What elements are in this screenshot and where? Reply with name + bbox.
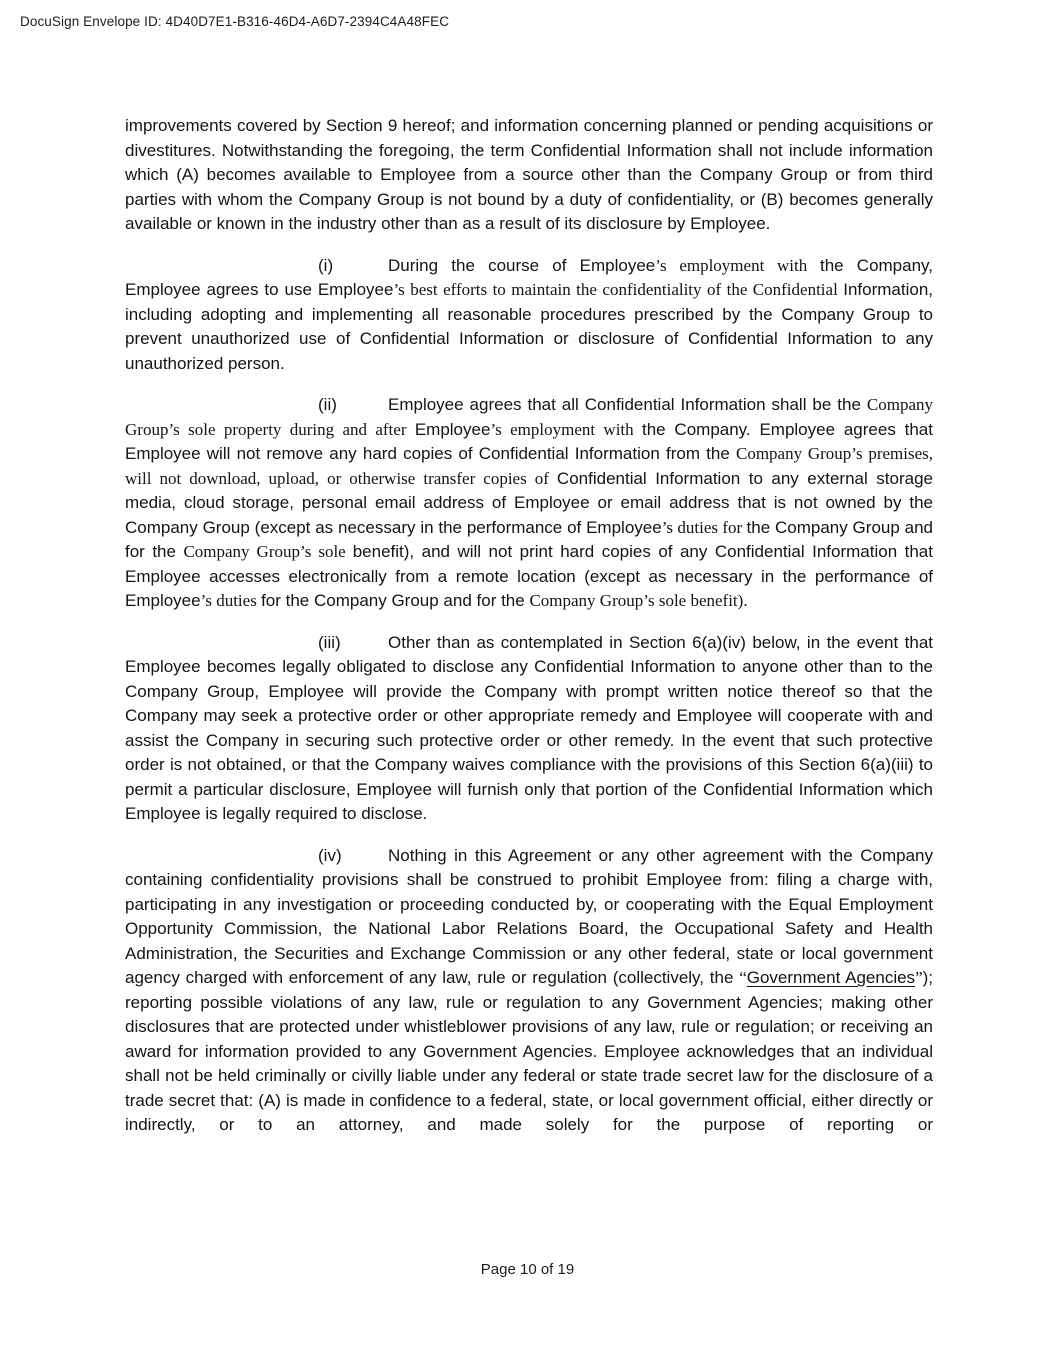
text-run: Information, including adopting and implementing all reasonable procedures prescribed by the Company Group to prevent unauthorized use of Confidential Information or disclosure of Confidential Information to any unauthorized person. — [125, 280, 934, 373]
page-number-label: Page 10 of 19 — [480, 1261, 575, 1278]
text-run: the Company, Employee agrees to use Employee — [125, 255, 934, 299]
clause-number: (i) — [318, 255, 334, 275]
text-run: Employee agrees that all Confidential Information shall be the — [388, 395, 867, 414]
text-run: ” — [915, 968, 923, 987]
text-run: ’s duties for — [661, 517, 747, 537]
paragraph — [125, 844, 933, 1138]
text-run: Company Group’s premises, will not download, upload, or otherwise transfer copies of — [125, 444, 933, 488]
paragraph — [125, 114, 933, 237]
text-run: ’s duties — [200, 591, 262, 610]
text-run: improvements covered by Section 9 hereof; and information concerning planned or pending acquisitions or divestitures. Notwithstanding the foregoing, the term Confidential Information shall not include information which (A) becomes available to Employee from a source other than the Company Group or from third parties with whom the Company Group is not bound by a duty of confidentiality, or (B) becomes generally available or known in the industry other than as a result of its disclosure by Employee. — [125, 116, 933, 233]
text-run: Company Group’s sole — [183, 542, 353, 561]
text-run: the Company Group and for the — [125, 517, 933, 561]
underlined-defined-term: Government Agencies — [746, 968, 916, 987]
text-run: ’s employment with — [490, 419, 642, 439]
paragraph — [125, 631, 933, 827]
text-run: ); reporting possible violations of any law, rule or regulation to any Government Agencies; making other disclosures that are protected under whistleblower provisions of any law, rule or regulation; or receiving an award for information provided to any Government Agencies. Employee acknowledges that an individual shall not be held criminally or civilly liable under any federal or state trade secret law for the disclosure of a trade secret that: (A) is made in confidence to a federal, state, or local government official, either directly or indirectly, or to an attorney, and made solely for the purpose of reporting or — [125, 968, 933, 1134]
text-run: Confidential Information to any external storage media, cloud storage, personal email address of Employee or email address that is not owned by the Company Group (except as necessary in the performance of Employee — [125, 468, 933, 537]
text-run: benefit), and will not print hard copies of any Confidential Information that Employee accesses electronically from a remote location (except as necessary in the performance of Employee — [125, 542, 933, 610]
clause-number: (ii) — [318, 395, 337, 414]
text-run: for the Company Group and for the — [261, 591, 530, 610]
text-run: Company Group’s sole benefit). — [529, 591, 748, 610]
text-run: ’s best efforts to maintain the confidentiality of the Confidential — [393, 280, 844, 299]
paragraph — [125, 254, 933, 377]
text-run: During the course of Employee — [388, 255, 656, 275]
paragraph — [125, 393, 933, 614]
text-run: Employee — [414, 419, 491, 439]
text-run: Nothing in this Agreement or any other agreement with the Company containing confidentiality provisions shall be construed to prohibit Employee from: filing a charge with, participating in any investigation or proceeding conducted by, or cooperating with the Equal Employment Opportunity Commission, the National Labor Relations Board, the Occupational Safety and Health Administration, the Securities and Exchange Commission or any other federal, state or local government agency charged with enforcement of any law, rule or regulation (collectively, the — [125, 845, 933, 987]
docusign-envelope-id: DocuSign Envelope ID: 4D40D7E1-B316-46D4-A6D7-2394C4A48FEC — [20, 14, 450, 29]
text-run: the Company. Employee agrees that Employee will not remove any hard copies of Confidential Information from the — [125, 419, 933, 463]
text-run: Other than as contemplated in Section 6(a)(iv) below, in the event that Employee becomes legally obligated to disclose any Confidential Information to anyone other than to the Company Group, Employee will provide the Company with prompt written notice thereof so that the Company may seek a protective order or other appropriate remedy and Employee will cooperate with and assist the Company in securing such protective order or other remedy. In the event that such protective order is not obtained, or that the Company waives compliance with the provisions of this Section 6(a)(iii) to permit a particular disclosure, Employee will furnish only that portion of the Confidential Information which Employee is legally required to disclose. — [125, 632, 933, 823]
text-run: “ — [739, 968, 747, 987]
text-run: ’s employment with — [655, 255, 820, 275]
document-body — [125, 114, 933, 1138]
clause-number: (iii) — [318, 632, 341, 652]
text-run: Company Group’s sole property during and after — [125, 395, 933, 439]
clause-number: (iv) — [318, 845, 342, 865]
